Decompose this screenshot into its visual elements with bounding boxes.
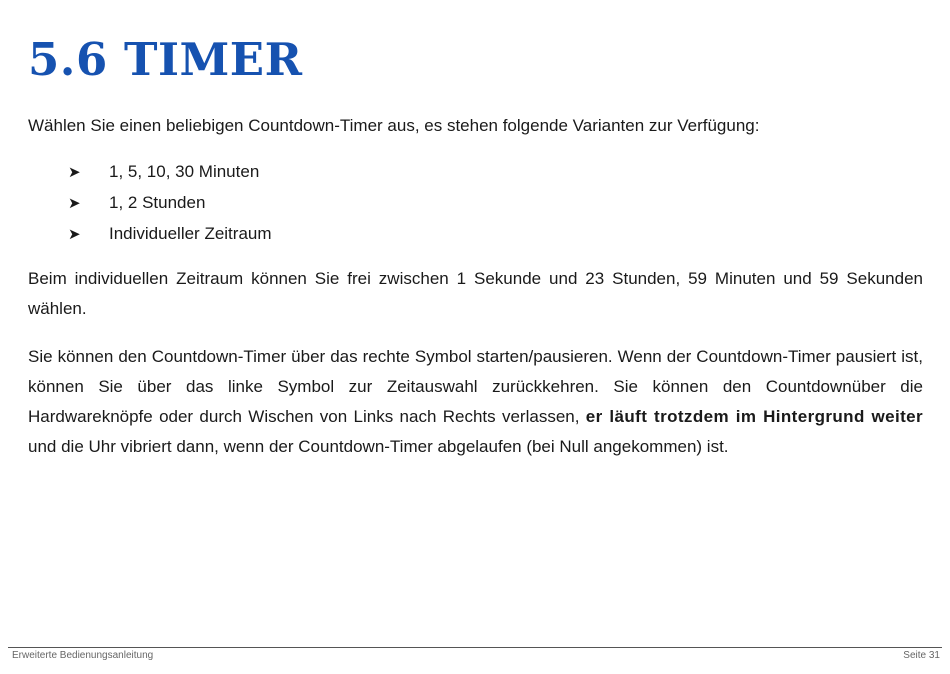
arrowhead-bullet-icon: ➤ [68,164,81,181]
controls-paragraph [28,342,923,462]
footer-page-number: Seite 31 [903,650,940,661]
arrowhead-bullet-icon: ➤ [68,226,81,243]
list-item-label: Individueller Zeitraum [109,224,272,243]
individual-range-paragraph: Beim individuellen Zeitraum können Sie frei zwischen 1 Sekunde und 23 Stunden, 59 Minuten und 59 Sekunden wählen. [28,269,923,318]
list-item-label: 1, 5, 10, 30 Minuten [109,162,260,181]
footer-divider [8,647,942,648]
background-running-emphasis: er läuft trotzdem im Hintergrund weiter [585,407,924,426]
controls-text-before: Sie können den Countdown-Timer über das rechte Symbol starten/pausieren. Wenn der Countdown-Timer pausiert ist, können Sie über das linke Symbol zur Zeitauswahl zurückkehren. Sie können den Countdownüber die Hardwareknöpfe oder durch Wischen von Links nach Rechts verlassen, [28,347,923,426]
timer-variants-list [68,157,272,250]
list-item [68,188,272,219]
list-item [68,219,272,250]
list-item [68,157,272,188]
controls-text-after: und die Uhr vibriert dann, wenn der Countdown-Timer abgelaufen (bei Null angekommen) ist. [28,437,729,456]
list-item-label: 1, 2 Stunden [109,193,206,212]
footer-document-title: Erweiterte Bedienungsanleitung [12,650,154,661]
intro-paragraph: Wählen Sie einen beliebigen Countdown-Timer aus, es stehen folgende Varianten zur Verfügung: [28,116,760,135]
page-title: 5.6 TIMER [28,33,303,86]
arrowhead-bullet-icon: ➤ [68,195,81,212]
